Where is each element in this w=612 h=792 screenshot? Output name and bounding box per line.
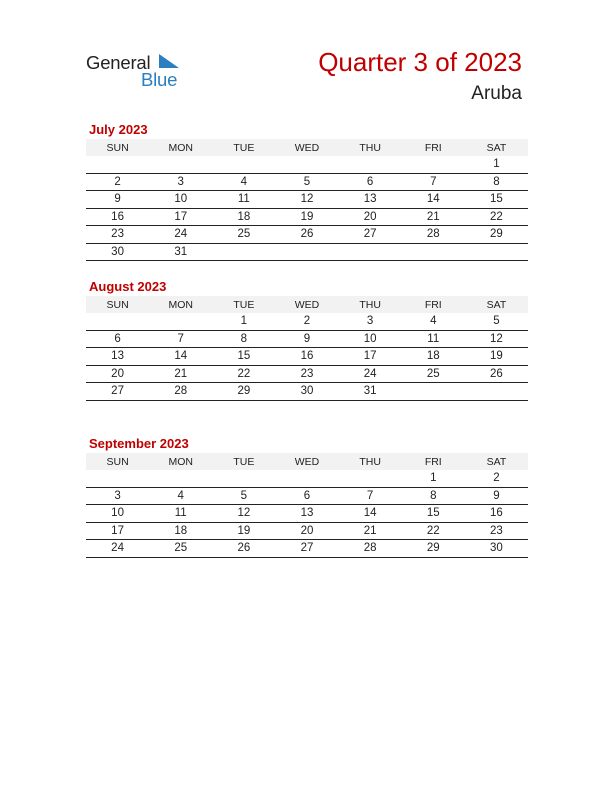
- day-cell: 9: [275, 330, 338, 348]
- logo-text-blue: Blue: [141, 69, 178, 90]
- day-cell: [465, 243, 528, 261]
- calendar-table: [86, 296, 528, 401]
- day-cell: 28: [149, 383, 212, 401]
- day-cell: [86, 156, 149, 173]
- weekday-header-row: [86, 453, 528, 470]
- day-cell: 12: [212, 505, 275, 523]
- day-cell: 3: [339, 313, 402, 330]
- logo-text-general: General: [86, 52, 151, 73]
- day-cell: 16: [465, 505, 528, 523]
- week-row: [86, 540, 528, 558]
- day-cell: 21: [339, 522, 402, 540]
- day-cell: 25: [149, 540, 212, 558]
- day-cell: 15: [465, 191, 528, 209]
- week-row: [86, 191, 528, 209]
- day-cell: 5: [275, 173, 338, 191]
- day-cell: 26: [465, 365, 528, 383]
- day-cell: [212, 156, 275, 173]
- day-cell: 7: [402, 173, 465, 191]
- day-cell: 8: [212, 330, 275, 348]
- day-cell: 28: [339, 540, 402, 558]
- weekday-label: SUN: [86, 296, 149, 313]
- weekday-label: SAT: [465, 139, 528, 156]
- day-cell: 13: [275, 505, 338, 523]
- week-row: [86, 522, 528, 540]
- day-cell: 31: [339, 383, 402, 401]
- day-cell: 22: [212, 365, 275, 383]
- day-cell: 27: [275, 540, 338, 558]
- day-cell: 14: [339, 505, 402, 523]
- calendar-table: [86, 139, 528, 261]
- day-cell: 9: [86, 191, 149, 209]
- day-cell: [402, 243, 465, 261]
- month-title: July 2023: [89, 122, 148, 137]
- month-title: September 2023: [89, 436, 189, 451]
- day-cell: 28: [402, 226, 465, 244]
- day-cell: 29: [212, 383, 275, 401]
- day-cell: 1: [465, 156, 528, 173]
- day-cell: 19: [212, 522, 275, 540]
- day-cell: 5: [212, 487, 275, 505]
- calendar-table: [86, 453, 528, 558]
- logo-flag-icon: [159, 54, 181, 70]
- weekday-header-row: [86, 139, 528, 156]
- month-september: [86, 435, 528, 558]
- day-cell: 1: [402, 470, 465, 487]
- day-cell: 11: [149, 505, 212, 523]
- page-title: Quarter 3 of 2023: [318, 47, 522, 77]
- week-row: [86, 505, 528, 523]
- weekday-label: MON: [149, 139, 212, 156]
- weekday-label: FRI: [402, 296, 465, 313]
- day-cell: 2: [86, 173, 149, 191]
- day-cell: 2: [275, 313, 338, 330]
- day-cell: 10: [86, 505, 149, 523]
- day-cell: 23: [465, 522, 528, 540]
- day-cell: 26: [212, 540, 275, 558]
- day-cell: [86, 470, 149, 487]
- day-cell: [149, 470, 212, 487]
- day-cell: 19: [275, 208, 338, 226]
- week-row: [86, 313, 528, 330]
- day-cell: 10: [339, 330, 402, 348]
- country-name: Aruba: [471, 83, 522, 104]
- day-cell: 23: [86, 226, 149, 244]
- day-cell: 18: [212, 208, 275, 226]
- day-cell: 31: [149, 243, 212, 261]
- day-cell: 12: [275, 191, 338, 209]
- week-row: [86, 208, 528, 226]
- day-cell: 7: [339, 487, 402, 505]
- weekday-label: TUE: [212, 296, 275, 313]
- day-cell: [275, 243, 338, 261]
- day-cell: 27: [86, 383, 149, 401]
- weekday-label: MON: [149, 453, 212, 470]
- weekday-label: TUE: [212, 139, 275, 156]
- month-august: [86, 278, 528, 401]
- day-cell: 17: [86, 522, 149, 540]
- day-cell: 21: [149, 365, 212, 383]
- week-row: [86, 173, 528, 191]
- week-row: [86, 226, 528, 244]
- day-cell: 24: [86, 540, 149, 558]
- day-cell: 6: [275, 487, 338, 505]
- day-cell: 24: [149, 226, 212, 244]
- day-cell: 22: [465, 208, 528, 226]
- week-row: [86, 243, 528, 261]
- day-cell: 1: [212, 313, 275, 330]
- day-cell: 8: [402, 487, 465, 505]
- weekday-label: FRI: [402, 139, 465, 156]
- day-cell: [339, 470, 402, 487]
- weekday-label: SAT: [465, 453, 528, 470]
- day-cell: [402, 156, 465, 173]
- day-cell: 17: [149, 208, 212, 226]
- day-cell: 2: [465, 470, 528, 487]
- day-cell: 20: [275, 522, 338, 540]
- day-cell: 30: [86, 243, 149, 261]
- day-cell: 10: [149, 191, 212, 209]
- day-cell: [339, 243, 402, 261]
- weekday-label: THU: [339, 453, 402, 470]
- week-row: [86, 156, 528, 173]
- weekday-label: SUN: [86, 139, 149, 156]
- day-cell: 5: [465, 313, 528, 330]
- day-cell: 20: [339, 208, 402, 226]
- day-cell: 29: [402, 540, 465, 558]
- weekday-label: MON: [149, 296, 212, 313]
- day-cell: 22: [402, 522, 465, 540]
- day-cell: [212, 470, 275, 487]
- weekday-label: SAT: [465, 296, 528, 313]
- weekday-label: WED: [275, 296, 338, 313]
- day-cell: 30: [275, 383, 338, 401]
- day-cell: 4: [212, 173, 275, 191]
- weekday-label: WED: [275, 453, 338, 470]
- day-cell: 8: [465, 173, 528, 191]
- month-title: August 2023: [89, 279, 167, 294]
- day-cell: 6: [86, 330, 149, 348]
- day-cell: 16: [275, 348, 338, 366]
- week-row: [86, 383, 528, 401]
- day-cell: 9: [465, 487, 528, 505]
- day-cell: 3: [86, 487, 149, 505]
- weekday-label: TUE: [212, 453, 275, 470]
- day-cell: 23: [275, 365, 338, 383]
- day-cell: [465, 383, 528, 401]
- day-cell: 14: [402, 191, 465, 209]
- day-cell: 13: [339, 191, 402, 209]
- day-cell: 25: [402, 365, 465, 383]
- day-cell: 12: [465, 330, 528, 348]
- day-cell: [149, 156, 212, 173]
- day-cell: 25: [212, 226, 275, 244]
- brand-logo: [86, 50, 196, 90]
- week-row: [86, 348, 528, 366]
- week-row: [86, 487, 528, 505]
- weekday-label: WED: [275, 139, 338, 156]
- day-cell: 13: [86, 348, 149, 366]
- week-row: [86, 330, 528, 348]
- day-cell: [402, 383, 465, 401]
- weekday-label: THU: [339, 139, 402, 156]
- day-cell: [149, 313, 212, 330]
- day-cell: [86, 313, 149, 330]
- month-july: [86, 121, 528, 261]
- day-cell: 30: [465, 540, 528, 558]
- weekday-label: THU: [339, 296, 402, 313]
- weekday-header-row: [86, 296, 528, 313]
- day-cell: [275, 470, 338, 487]
- weekday-label: SUN: [86, 453, 149, 470]
- day-cell: 11: [212, 191, 275, 209]
- day-cell: 3: [149, 173, 212, 191]
- day-cell: 18: [149, 522, 212, 540]
- day-cell: 14: [149, 348, 212, 366]
- day-cell: [275, 156, 338, 173]
- day-cell: 26: [275, 226, 338, 244]
- day-cell: 20: [86, 365, 149, 383]
- day-cell: [339, 156, 402, 173]
- day-cell: 21: [402, 208, 465, 226]
- day-cell: 4: [149, 487, 212, 505]
- day-cell: 24: [339, 365, 402, 383]
- day-cell: 17: [339, 348, 402, 366]
- week-row: [86, 365, 528, 383]
- day-cell: 19: [465, 348, 528, 366]
- day-cell: 6: [339, 173, 402, 191]
- day-cell: 18: [402, 348, 465, 366]
- day-cell: 29: [465, 226, 528, 244]
- day-cell: 15: [402, 505, 465, 523]
- weekday-label: FRI: [402, 453, 465, 470]
- day-cell: 4: [402, 313, 465, 330]
- day-cell: 15: [212, 348, 275, 366]
- day-cell: 27: [339, 226, 402, 244]
- week-row: [86, 470, 528, 487]
- day-cell: 7: [149, 330, 212, 348]
- day-cell: 16: [86, 208, 149, 226]
- day-cell: [212, 243, 275, 261]
- day-cell: 11: [402, 330, 465, 348]
